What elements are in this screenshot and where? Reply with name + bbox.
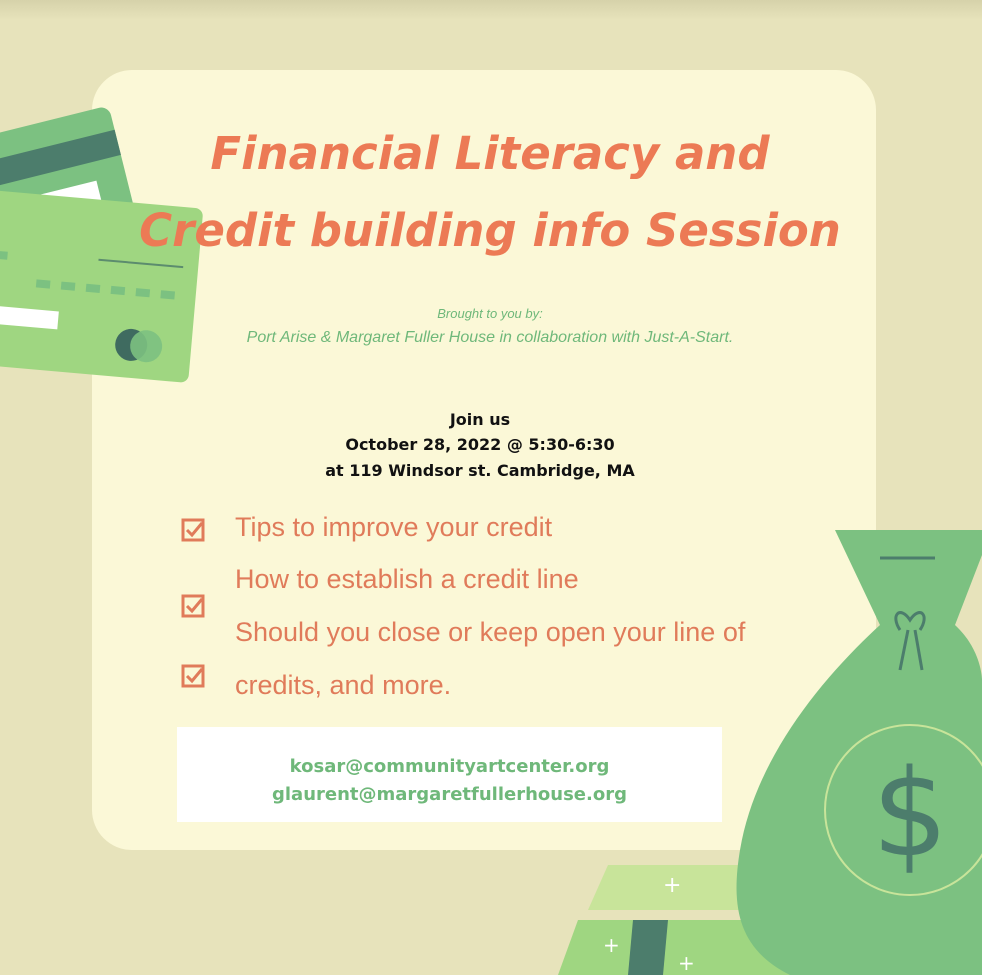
checkbox-checked-icon [181,664,205,688]
partners-text: Port Arise & Margaret Fuller House in collaboration with Just-A-Start. [246,329,734,346]
join-us-text: Join us [449,410,511,429]
list-item: credits, and more. [235,670,452,700]
contact-email-link[interactable]: glaurent@margaretfullerhouse.org [272,784,627,805]
list-item: How to establish a credit line [235,564,579,594]
svg-text:+: + [603,933,620,957]
money-bag-icon [730,530,982,975]
svg-text:$: $ [871,745,949,884]
date-time-text: October 28, 2022 @ 5:30-6:30 [345,435,615,454]
checkbox-checked-icon [181,518,205,542]
list-item: Tips to improve your credit [235,512,553,542]
top-shadow [0,0,982,20]
title-line-1: Financial Literacy and [210,127,770,180]
svg-text:+: + [678,951,695,975]
svg-text:+: + [663,873,682,898]
contact-email-link[interactable]: kosar@communityartcenter.org [289,756,610,777]
location-text: at 119 Windsor st. Cambridge, MA [325,461,635,480]
brought-by-label: Brought to you by: [437,306,543,321]
list-item: Should you close or keep open your line of [235,617,746,647]
contact-box [177,727,722,822]
title-line-2: Credit building info Session [139,204,841,257]
checkbox-checked-icon [181,594,205,618]
